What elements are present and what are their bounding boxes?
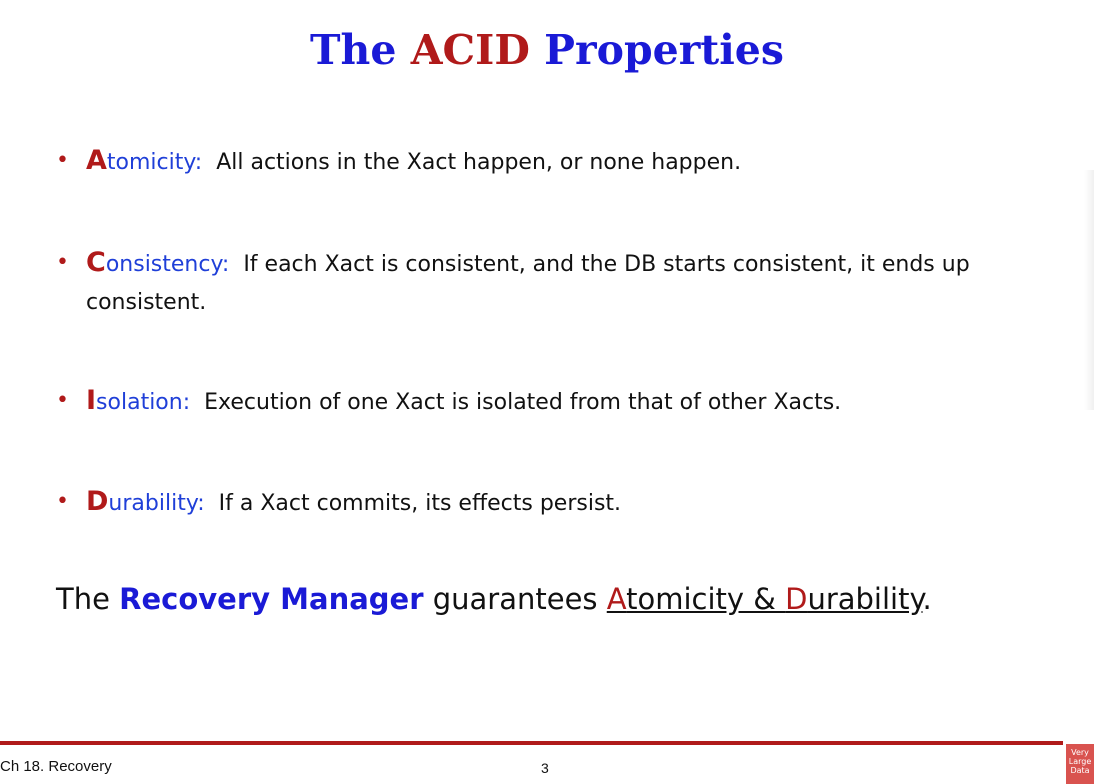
bullet-durability [56, 483, 1016, 523]
bullet-consistency [56, 244, 1016, 322]
bullet-marker: • [56, 148, 69, 173]
bullet-marker: • [56, 388, 69, 413]
term-rest: onsistency: [105, 252, 230, 277]
bullet-description: Execution of one Xact is isolated from that of other Xacts. [204, 390, 842, 415]
term-rest: urability: [108, 491, 205, 516]
title-pre: The [310, 26, 411, 74]
underlined-properties [607, 582, 923, 616]
page-number: 3 [541, 760, 549, 776]
atomicity-rest: tomicity & [626, 582, 786, 616]
atomicity-initial: A [606, 582, 627, 616]
durability-initial: D [785, 582, 808, 616]
bullet-content [86, 142, 1016, 182]
logo-line: Very [1071, 748, 1089, 757]
summary-end: . [922, 582, 932, 616]
bullet-description: If a Xact commits, its effects persist. [218, 491, 622, 516]
term-initial: C [86, 247, 106, 278]
term-initial: D [86, 486, 109, 517]
summary-statement [56, 577, 1056, 621]
footer-chapter: Ch 18. Recovery [0, 758, 112, 775]
slide-title [0, 22, 1094, 78]
bullet-marker: • [56, 489, 69, 514]
bullet-atomicity [56, 142, 1016, 182]
vld-logo [1066, 744, 1094, 784]
term-initial: A [86, 145, 107, 176]
footer-divider [0, 741, 1063, 745]
title-post: Properties [529, 26, 784, 74]
term-rest: solation: [96, 390, 191, 415]
logo-line: Data [1070, 766, 1090, 775]
summary-mid: guarantees [423, 582, 607, 616]
term-initial: I [86, 385, 97, 416]
bullet-description: If each Xact is consistent, and the DB starts consistent, it ends up consistent. [86, 252, 970, 315]
title-acid: ACID [410, 26, 530, 74]
bullet-description: All actions in the Xact happen, or none happen. [216, 150, 742, 175]
bullet-isolation [56, 382, 1016, 422]
edge-shadow [1084, 170, 1094, 410]
bullet-marker: • [56, 250, 69, 275]
recovery-manager-text: Recovery Manager [119, 582, 424, 616]
logo-line: Large [1068, 757, 1092, 766]
summary-pre: The [56, 582, 120, 616]
bullet-content [86, 483, 1016, 523]
bullet-content [86, 382, 1016, 422]
bullet-content [86, 244, 1016, 322]
term-rest: tomicity: [106, 150, 203, 175]
durability-rest: urability [807, 582, 923, 616]
